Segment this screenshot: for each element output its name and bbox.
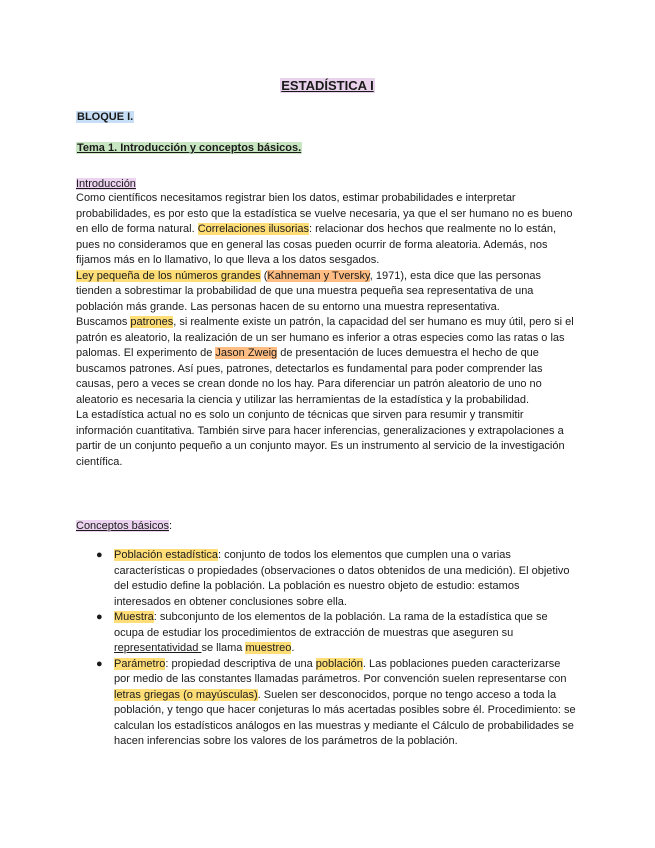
conceptos-list: [76, 548, 578, 750]
bullet-icon: ●: [96, 549, 103, 561]
intro-paragraph-4: La estadística actual no es solo un conjunto de técnicas que sirven para resumir y transmitir información cuantitativa. También sirve para hacer inferencias, generalizaciones y extrapolaciones a partir de un conjunto pequeño a un conjunto mayor. Es un instrumento al servicio de la investigación científica.: [76, 409, 565, 468]
list-item: ● Parámetro: propiedad descriptiva de una población. Las poblaciones pueden caracterizarse por medio de las constantes llamadas parámetros. Por convención suelen representarse con letras griegas (o mayúsculas). Suelen ser desconocidos, porque no tengo acceso a toda la población, y tengo que hacer conjeturas lo más acertadas posibles sobre él. Procedimiento: se calculan los estadísticos análogos en las muestras y mediante el Cálculo de probabilidades se hacen inferencias sobre los valores de los parámetros de la población.: [96, 657, 576, 747]
topic-heading: Tema 1. Introducción y conceptos básicos.: [77, 142, 302, 154]
conceptos-heading: Conceptos básicos:: [76, 520, 173, 532]
intro-paragraph-1: Como científicos necesitamos registrar bien los datos, estimar probabilidades e interpretar probabilidades, es por esto que la estadística se vuelve necesaria, ya que el ser humano no es bueno en ello de forma natural. Correlaciones ilusorias: relacionar dos hechos que realmente no lo están, pues no consideramos que en general las cosas pueden ocurrir de forma aleatoria. Además, nos fijamos más en lo llamativo, lo que lleva a los datos sesgados.: [76, 192, 573, 266]
intro-heading: Introducción: [76, 178, 136, 190]
list-item: ● Población estadística: conjunto de todos los elementos que cumplen una o varias características o propiedades (observaciones o datos obtenidos de una medición). El objetivo del estudio define la población. La población es nuestro objeto de estudio: estamos interesados en obtener conclusiones sobre ella.: [96, 549, 570, 608]
page-title: ESTADÍSTICA I: [281, 78, 374, 93]
list-item: ● Muestra: subconjunto de los elementos de la población. La rama de la estadística que se ocupa de estudiar los procedimientos de extracción de muestras que aseguren su representatividad se llama muestreo.: [96, 611, 548, 654]
block-heading: BLOQUE I.: [77, 111, 134, 123]
intro-body: [76, 191, 578, 470]
intro-paragraph-3: Buscamos patrones, si realmente existe un patrón, la capacidad del ser humano es muy útil, pero si el patrón es aleatorio, la realización de un ser humano es inferior a otras especies como las ratas o las palomas. El experimento de Jason Zweig de presentación de luces demuestra el hecho de que buscamos patrones. Así pues, patrones, detectarlos es fundamental para poder comprender las causas, pero a veces se crean donde no los hay. Para diferenciar un patrón aleatorio de uno no aleatorio es necesaria la ciencia y utilizar las herramientas de la estadística y la probabilidad.: [76, 316, 574, 406]
intro-paragraph-2: Ley pequeña de los números grandes (Kahneman y Tversky, 1971), esta dice que las personas tienden a sobrestimar la probabilidad de que una muestra pequeña sea representativa de una población más grande. Las personas hacen de su entorno una muestra representativa.: [76, 269, 541, 313]
bullet-icon: ●: [96, 657, 103, 670]
bullet-icon: ●: [96, 611, 103, 623]
